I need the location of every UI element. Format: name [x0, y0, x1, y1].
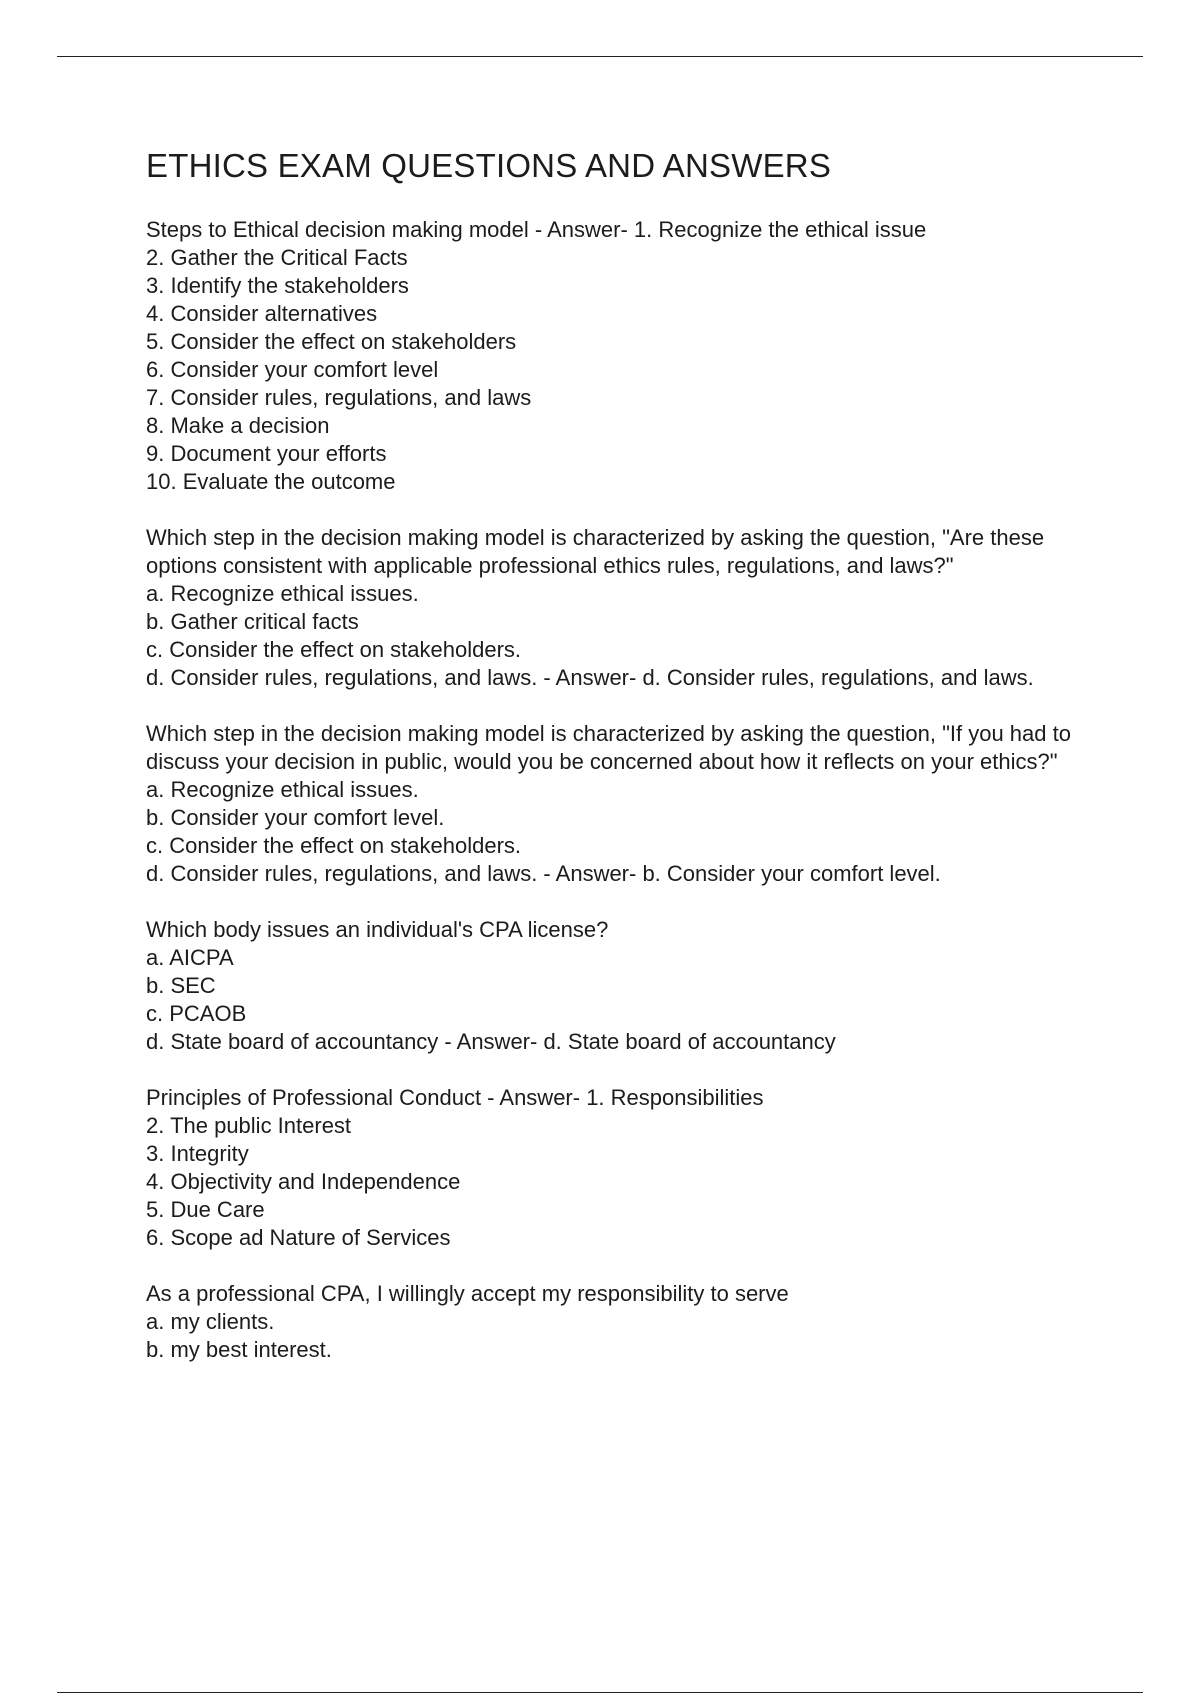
qa-block-license-question [146, 916, 1106, 1056]
text-line: 7. Consider rules, regulations, and laws [146, 385, 532, 410]
text-line: 2. The public Interest [146, 1113, 352, 1138]
qa-block-ethical-steps [146, 216, 1106, 496]
answer-option: a. Recognize ethical issues. [146, 777, 419, 802]
question-text: Which body issues an individual's CPA license? [146, 917, 609, 942]
answer-option: b. SEC [146, 973, 216, 998]
text-line: 4. Objectivity and Independence [146, 1169, 461, 1194]
question-text: Which step in the decision making model is characterized by asking the question, "Are these options consistent with applicable professional ethics rules, regulations, and laws?" [146, 525, 1045, 578]
answer-option: d. Consider rules, regulations, and laws. - Answer- b. Consider your comfort level. [146, 861, 941, 886]
answer-option: b. my best interest. [146, 1337, 332, 1362]
text-line: Steps to Ethical decision making model - Answer- 1. Recognize the ethical issue [146, 217, 927, 242]
qa-block-responsibility-question [146, 1280, 1106, 1364]
answer-option: a. AICPA [146, 945, 234, 970]
answer-option: d. Consider rules, regulations, and laws. - Answer- d. Consider rules, regulations, and laws. [146, 665, 1034, 690]
document-body [146, 140, 1106, 1392]
text-line: 4. Consider alternatives [146, 301, 378, 326]
answer-option: c. PCAOB [146, 1001, 247, 1026]
page-title: ETHICS EXAM QUESTIONS AND ANSWERS [146, 147, 832, 184]
answer-option: b. Consider your comfort level. [146, 805, 445, 830]
top-rule [57, 56, 1143, 57]
question-text: As a professional CPA, I willingly accept my responsibility to serve [146, 1281, 789, 1306]
answer-option: c. Consider the effect on stakeholders. [146, 637, 522, 662]
text-line: 6. Consider your comfort level [146, 357, 439, 382]
qa-block-principles [146, 1084, 1106, 1252]
answer-option: a. Recognize ethical issues. [146, 581, 419, 606]
text-line: Principles of Professional Conduct - Answer- 1. Responsibilities [146, 1085, 764, 1110]
text-line: 8. Make a decision [146, 413, 330, 438]
text-line: 10. Evaluate the outcome [146, 469, 396, 494]
text-line: 5. Consider the effect on stakeholders [146, 329, 517, 354]
text-line: 5. Due Care [146, 1197, 265, 1222]
text-line: 2. Gather the Critical Facts [146, 245, 408, 270]
text-line: 3. Identify the stakeholders [146, 273, 409, 298]
answer-option: d. State board of accountancy - Answer- d. State board of accountancy [146, 1029, 836, 1054]
answer-option: c. Consider the effect on stakeholders. [146, 833, 522, 858]
qa-block-comfort-question [146, 720, 1106, 888]
text-line: 9. Document your efforts [146, 441, 387, 466]
qa-block-rules-question [146, 524, 1106, 692]
bottom-rule [57, 1692, 1143, 1693]
text-line: 3. Integrity [146, 1141, 249, 1166]
answer-option: a. my clients. [146, 1309, 275, 1334]
answer-option: b. Gather critical facts [146, 609, 359, 634]
question-text: Which step in the decision making model is characterized by asking the question, "If you had to discuss your decision in public, would you be concerned about how it reflects on your ethics?" [146, 721, 1071, 774]
text-line: 6. Scope ad Nature of Services [146, 1225, 451, 1250]
